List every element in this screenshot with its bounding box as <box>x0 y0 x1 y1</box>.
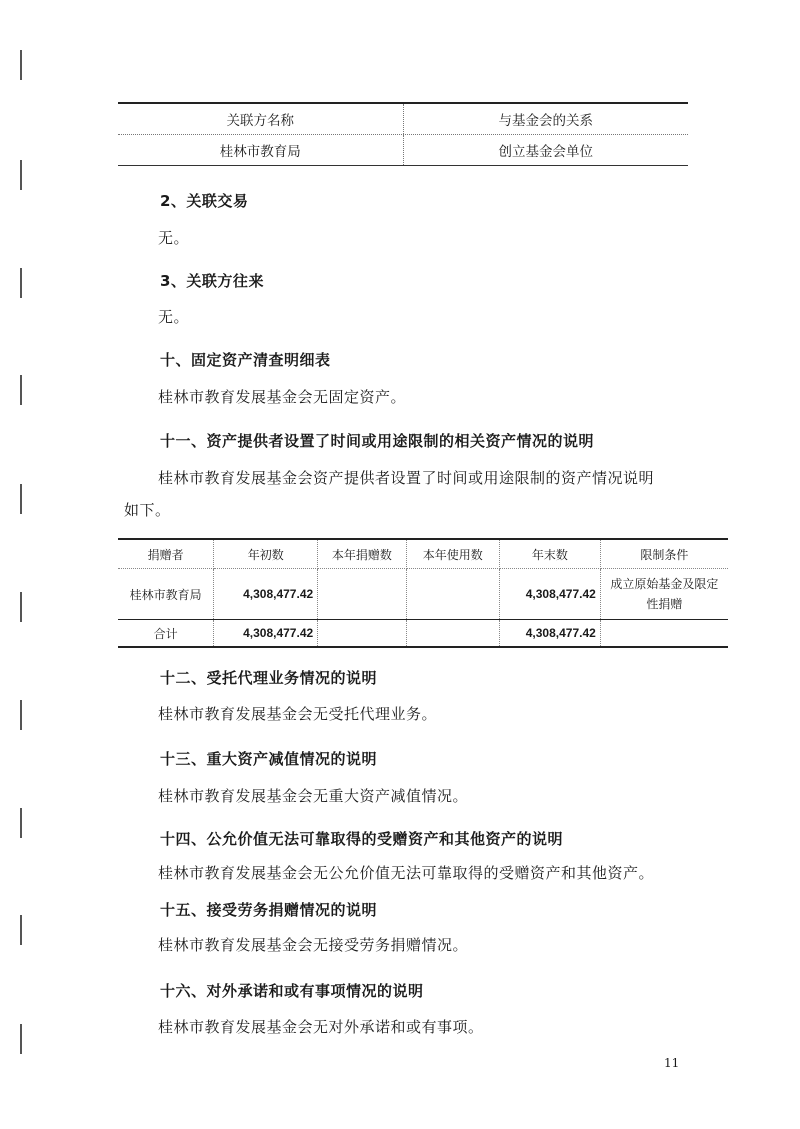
section-body: 桂林市教育发展基金会无固定资产。 <box>158 388 407 406</box>
table-header-row <box>118 104 688 134</box>
header-cell: 本年捐赠数 <box>318 539 406 569</box>
restriction-text: 成立原始基金及限定 <box>610 577 719 591</box>
header-cell: 与基金会的关系 <box>403 104 689 134</box>
restriction-text: 性捐赠 <box>646 597 683 611</box>
table-cell <box>600 569 728 620</box>
header-cell: 捐赠者 <box>118 539 214 569</box>
table-cell: 合计 <box>118 620 214 648</box>
table-cell: 桂林市教育局 <box>118 569 214 620</box>
header-cell: 关联方名称 <box>226 113 294 129</box>
section-heading: 十六、对外承诺和或有事项情况的说明 <box>160 982 424 1000</box>
table-cell: 4,308,477.42 <box>214 620 318 648</box>
section-body: 桂林市教育发展基金会无受托代理业务。 <box>158 705 438 723</box>
scan-mark <box>20 915 22 945</box>
section-heading: 十、固定资产清查明细表 <box>160 351 331 369</box>
scan-mark <box>20 808 22 838</box>
scan-mark <box>20 592 22 622</box>
section-heading: 十二、受托代理业务情况的说明 <box>160 669 378 687</box>
table-total-row <box>118 620 728 648</box>
related-party-table <box>118 102 688 166</box>
header-cell: 年初数 <box>214 539 318 569</box>
table-header-row <box>118 539 728 569</box>
section-heading: 3、关联方往来 <box>160 272 264 290</box>
section-heading: 十五、接受劳务捐赠情况的说明 <box>160 901 378 919</box>
header-cell: 限制条件 <box>600 539 728 569</box>
section-body: 桂林市教育发展基金会无重大资产减值情况。 <box>158 787 469 805</box>
scan-mark <box>20 50 22 80</box>
table-cell <box>318 620 406 648</box>
section-heading: 2、关联交易 <box>160 192 249 210</box>
scan-mark <box>20 700 22 730</box>
section-heading: 十三、重大资产减值情况的说明 <box>160 750 378 768</box>
page-number: 11 <box>664 1056 680 1070</box>
table-cell <box>318 569 406 620</box>
restricted-assets-table <box>118 538 728 648</box>
table-cell <box>406 620 499 648</box>
table-row <box>118 569 728 620</box>
table-row <box>118 134 688 166</box>
table-cell: 4,308,477.42 <box>500 620 601 648</box>
section-body: 桂林市教育发展基金会无对外承诺和或有事项。 <box>158 1018 484 1036</box>
section-body-continued: 如下。 <box>124 501 171 519</box>
scan-mark <box>20 160 22 190</box>
section-heading: 十一、资产提供者设置了时间或用途限制的相关资产情况的说明 <box>160 432 595 450</box>
scan-mark <box>20 484 22 514</box>
table-cell <box>600 620 728 648</box>
section-body: 桂林市教育发展基金会资产提供者设置了时间或用途限制的资产情况说明 <box>158 469 655 487</box>
scan-mark <box>20 1024 22 1054</box>
section-body: 无。 <box>158 308 190 326</box>
table-cell: 4,308,477.42 <box>500 569 601 620</box>
scan-mark <box>20 375 22 405</box>
table-cell: 4,308,477.42 <box>214 569 318 620</box>
header-cell: 年末数 <box>500 539 601 569</box>
section-heading: 十四、公允价值无法可靠取得的受赠资产和其他资产的说明 <box>160 830 564 848</box>
section-body: 无。 <box>158 229 190 247</box>
table-cell: 创立基金会单位 <box>403 135 689 165</box>
section-body: 桂林市教育发展基金会无接受劳务捐赠情况。 <box>158 936 469 954</box>
scan-mark <box>20 268 22 298</box>
header-cell: 本年使用数 <box>406 539 499 569</box>
table-cell <box>406 569 499 620</box>
section-body: 桂林市教育发展基金会无公允价值无法可靠取得的受赠资产和其他资产。 <box>158 864 655 882</box>
table-cell: 桂林市教育局 <box>219 144 301 160</box>
